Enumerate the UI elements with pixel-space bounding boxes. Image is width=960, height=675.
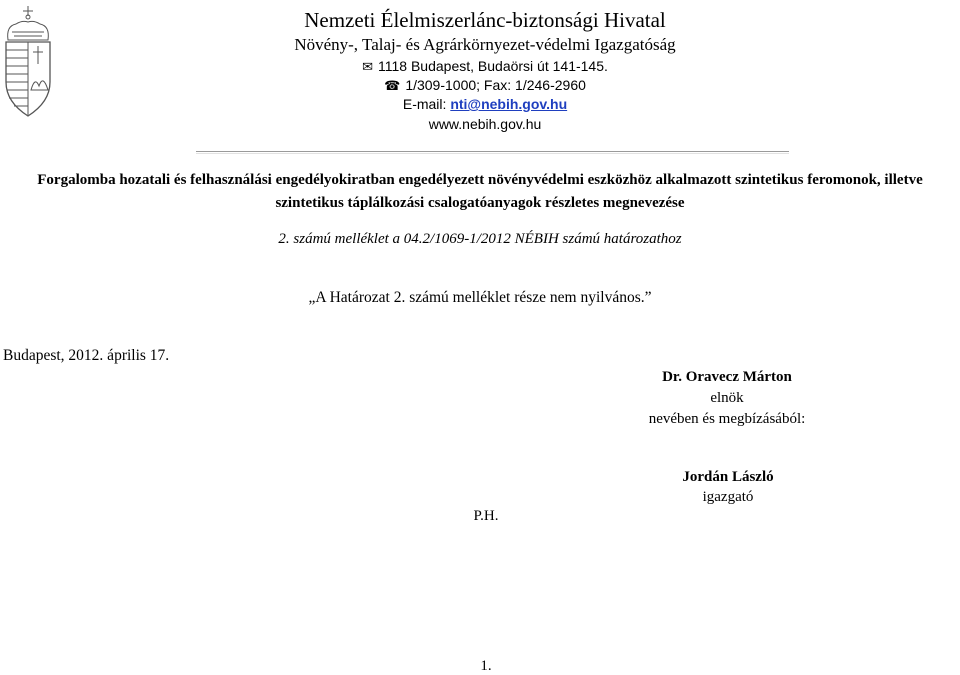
coat-of-arms-icon — [0, 2, 56, 122]
directorate-name: Növény-, Talaj- és Agrárkörnyezet-védelmi Igazgatóság — [294, 35, 676, 54]
phone-text: 1/309-1000; Fax: 1/246-2960 — [405, 77, 586, 93]
place-date: Budapest, 2012. április 17. — [3, 347, 170, 364]
signer-role: igazgató — [702, 489, 754, 505]
org-name: Nemzeti Élelmiszerlánc-biztonsági Hivatal — [304, 8, 666, 32]
phone-line — [235, 77, 735, 94]
confidentiality-notice: „A Határozat 2. számú melléklet része nem nyilvános.” — [308, 289, 652, 306]
signer-name: Jordán László — [682, 469, 774, 485]
page-number: 1. — [480, 658, 492, 674]
email-line — [235, 96, 735, 112]
address-text: 1118 Budapest, Budaörsi út 141-145. — [378, 58, 608, 74]
document-title-line1: Forgalomba hozatali és felhasználási engedélyokiratban engedélyezett növényvédelmi eszközhöz alkalmazott szintetikus feromonok, illetve — [37, 172, 923, 188]
signatory-role: elnök — [710, 390, 744, 406]
telephone-icon: ☎ — [384, 78, 401, 93]
header-divider — [196, 151, 789, 152]
stamp-placeholder: P.H. — [473, 508, 499, 524]
address-line — [235, 58, 735, 75]
signatory-name: Dr. Oravecz Márton — [662, 369, 792, 385]
envelope-icon: ✉ — [362, 59, 374, 74]
email-label: E-mail: — [402, 96, 447, 112]
document-title-line2: szintetikus táplálkozási csalogatóanyagok részletes megnevezése — [275, 195, 685, 211]
email-link[interactable]: nti@nebih.gov.hu — [450, 96, 568, 112]
on-behalf-text: nevében és megbízásából: — [648, 411, 806, 427]
website-text: www.nebih.gov.hu — [428, 116, 542, 132]
annex-reference: 2. számú melléklet a 04.2/1069-1/2012 NÉBIH számú határozathoz — [278, 231, 682, 247]
